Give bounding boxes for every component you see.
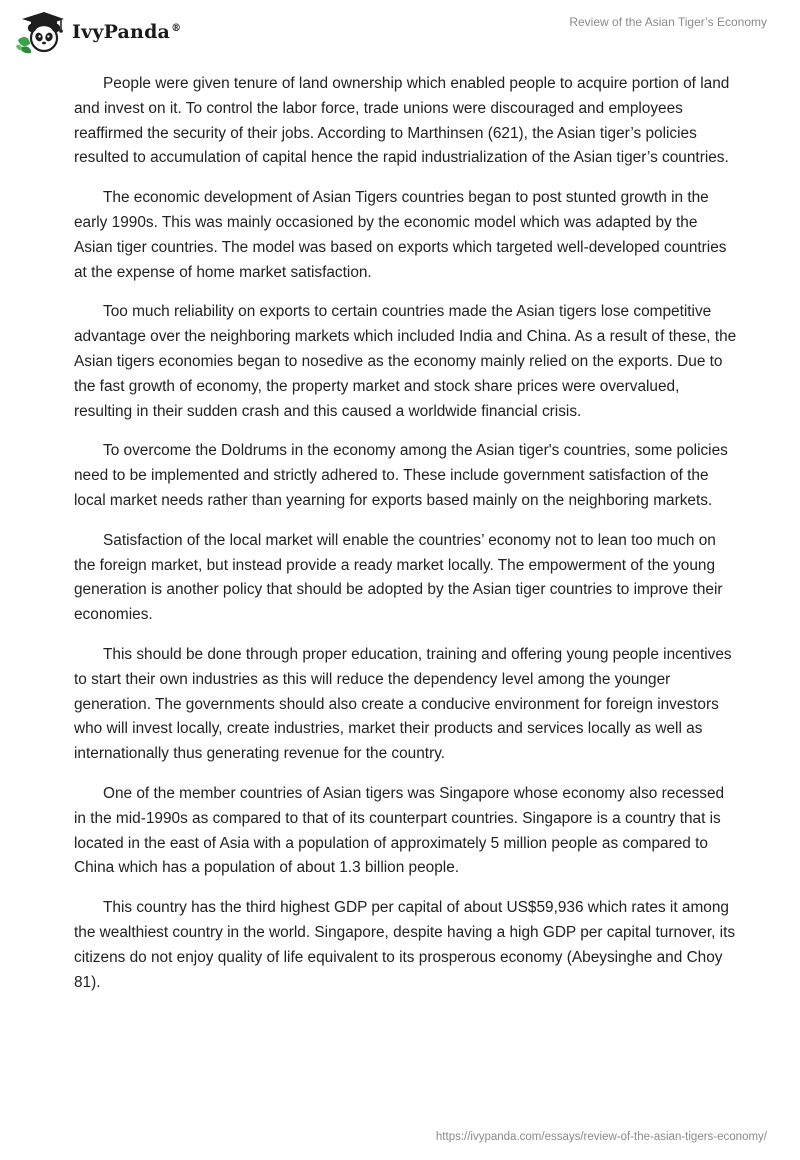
paragraph-1: People were given tenure of land ownership which enabled people to acquire portion of land and invest on it. To control the labor force, trade unions were discouraged and employees reaffirmed the security of their jobs. According to Marthinsen (621), the Asian tiger’s policies resulted to accumulation of capital hence the rapid industrialization of the Asian tiger’s countries. (74, 75, 730, 167)
page-header (0, 0, 800, 60)
source-url-link[interactable]: https://ivypanda.com/essays/review-of-the-asian-tigers-economy/ (435, 1131, 767, 1143)
ivypanda-logo[interactable] (14, 10, 181, 54)
document-title: Review of the Asian Tiger’s Economy (569, 15, 767, 29)
paragraph-8: This country has the third highest GDP per capital of about US$59,936 which rates it among the wealthiest country in the world. Singapore, despite having a high GDP per capital turnover, its citizens do not enjoy quality of life equivalent to its prosperous economy (Abeysinghe and Choy 81). (74, 899, 736, 991)
registered-mark: ® (171, 22, 182, 34)
essay-body (74, 72, 738, 1010)
paragraph-6: This should be done through proper education, training and offering young people incentives to start their own industries as this will reduce the dependency level among the younger generation. The governments should also create a conducive environment for foreign investors who will invest locally, create industries, market their products and services locally as well as internationally thus generating revenue for the country. (74, 645, 732, 763)
paragraph-3: Too much reliability on exports to certain countries made the Asian tigers lose competitive advantage over the neighboring markets which included India and China. As a result of these, the Asian tigers economies began to nosedive as the economy mainly relied on the exports. Due to the fast growth of economy, the property market and stock share prices were overvalued, resulting in their sudden crash and this caused a worldwide financial crisis. (74, 303, 737, 420)
panda-graduate-icon (14, 10, 66, 54)
paragraph-2: The economic development of Asian Tigers countries began to post stunted growth in the early 1990s. This was mainly occasioned by the economic model which was adapted by the Asian tiger countries. The model was based on exports which targeted well-developed countries at the expense of home market satisfaction. (74, 189, 727, 281)
paragraph-5: Satisfaction of the local market will enable the countries’ economy not to lean too much on the foreign market, but instead provide a ready market locally. The empowerment of the young generation is another policy that should be adopted by the Asian tiger countries to improve their economies. (74, 531, 723, 624)
paragraph-7: One of the member countries of Asian tigers was Singapore whose economy also recessed in the mid-1990s as compared to that of its counterpart countries. Singapore is a country that is located in the east of Asia with a population of approximately 5 million people as compared to China which has a population of about 1.3 billion people. (74, 784, 725, 877)
paragraph-4: To overcome the Doldrums in the economy among the Asian tiger's countries, some policies need to be implemented and strictly adhered to. These include government satisfaction of the local market needs rather than yearning for exports based mainly on the neighboring markets. (74, 442, 728, 509)
logo-wordmark: IvyPanda® (72, 21, 182, 43)
